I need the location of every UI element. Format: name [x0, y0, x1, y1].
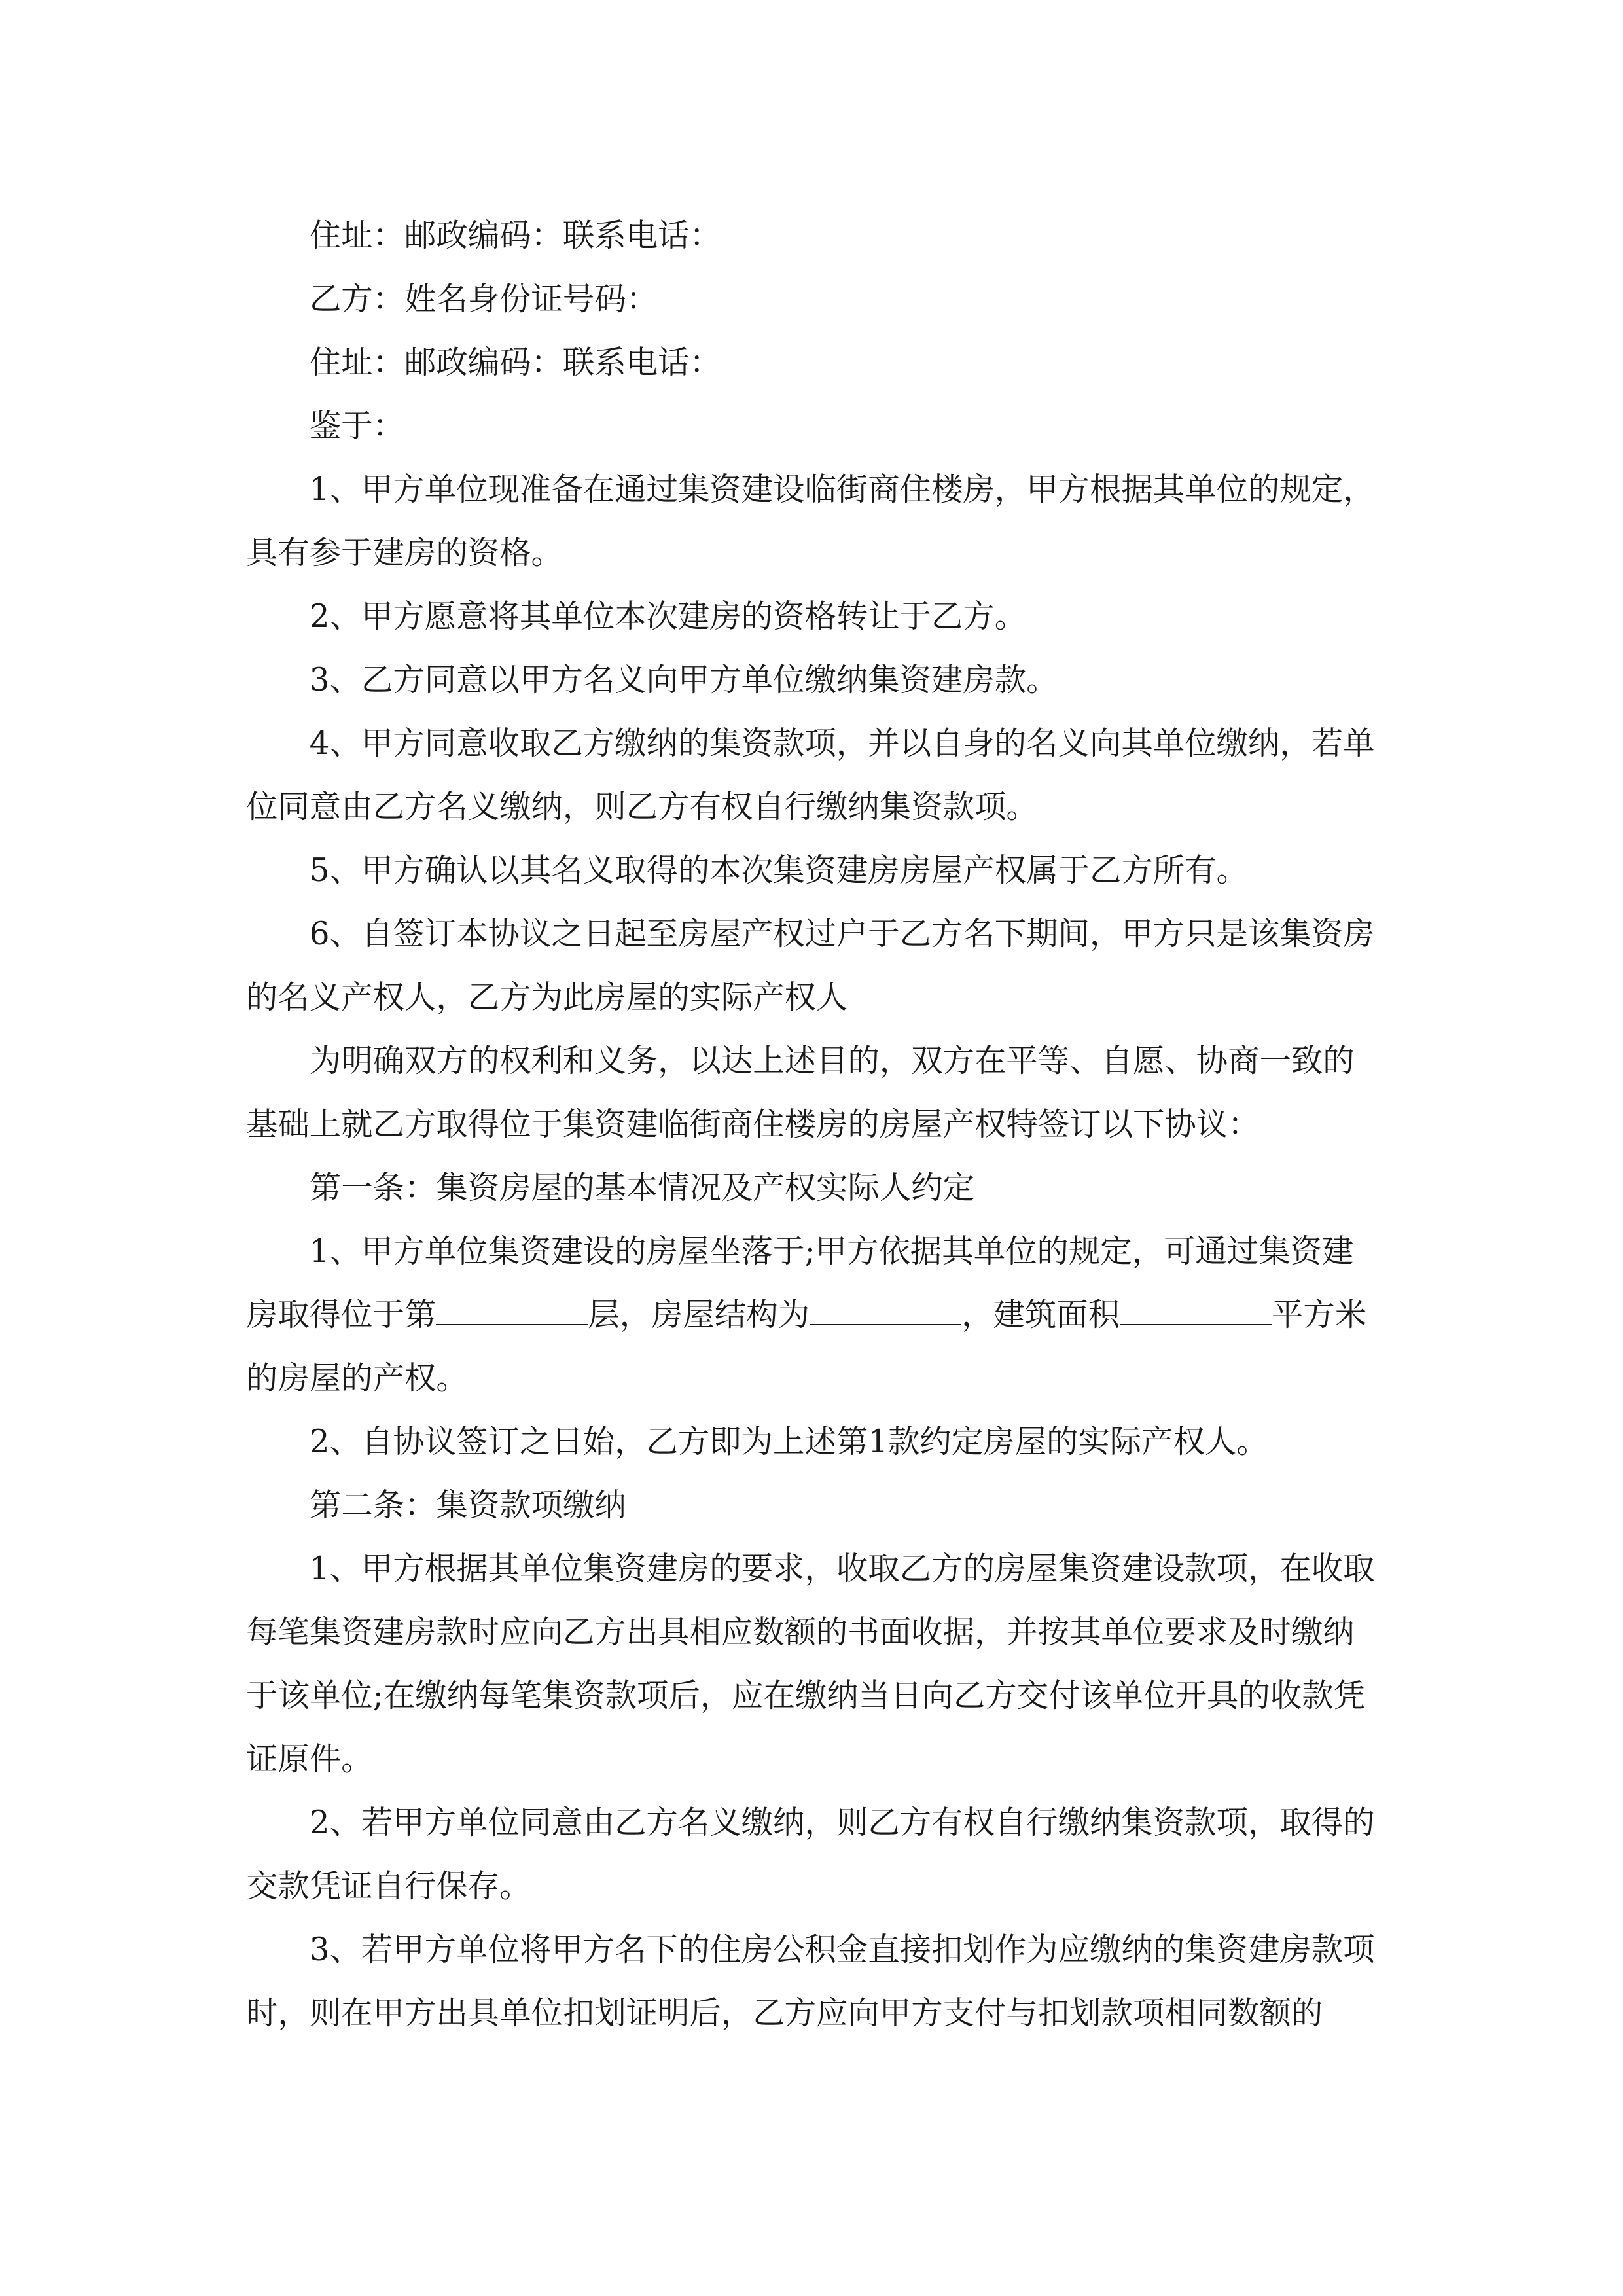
paragraph-whereas-2: 2、甲方愿意将其单位本次建房的资格转让于乙方。: [309, 598, 1027, 635]
paragraph-article-1-clause-1: 1、甲方单位集资建设的房屋坐落于;甲方依据其单位的规定，可通过集资建房取得位于第 层，房屋结构为 ，建筑面积 平方米的房屋的产权。: [246, 1233, 1367, 1397]
paragraph-address-line-2: 住址：邮政编码：联系电话：: [309, 344, 721, 381]
paragraph-purpose: 为明确双方的权利和义务，以达上述目的，双方在平等、自愿、协商一致的基础上就乙方取得位于集资建临街商住楼房的房屋产权特签订以下协议：: [246, 1043, 1355, 1143]
paragraph-party-b-identity: 乙方：姓名身份证号码：: [309, 281, 658, 317]
document-body: [246, 204, 1378, 2045]
paragraph-article-2-clause-3: 3、若甲方单位将甲方名下的住房公积金直接扣划作为应缴纳的集资建房款项时，则在甲方出具单位扣划证明后，乙方应向甲方支付与扣划款项相同数额的: [246, 1931, 1375, 2032]
floor-blank-field: [436, 1297, 588, 1325]
paragraph-whereas-6: 6、自签订本协议之日起至房屋产权过户于乙方名下期间，甲方只是该集资房的名义产权人，乙方为此房屋的实际产权人: [246, 916, 1375, 1016]
paragraph-whereas-3: 3、乙方同意以甲方名义向甲方单位缴纳集资建房款。: [309, 662, 1058, 698]
paragraph-article-2-clause-2: 2、若甲方单位同意由乙方名义缴纳，则乙方有权自行缴纳集资款项，取得的交款凭证自行保存。: [246, 1804, 1375, 1905]
paragraph-whereas-5: 5、甲方确认以其名义取得的本次集资建房房屋产权属于乙方所有。: [309, 852, 1248, 889]
paragraph-article-2-clause-1: 1、甲方根据其单位集资建房的要求，收取乙方的房屋集资建设款项，在收取每笔集资建房款时应向乙方出具相应数额的书面收据，并按其单位要求及时缴纳于该单位;在缴纳每笔集资款项后，应在缴纳当日向乙方交付该单位开具的收款凭证原件。: [246, 1551, 1375, 1778]
structure-blank-field: [810, 1297, 961, 1325]
paragraph-article-1-clause-2: 2、自协议签订之日始，乙方即为上述第1款约定房屋的实际产权人。: [309, 1424, 1268, 1460]
paragraph-whereas-1: 1、甲方单位现准备在通过集资建设临街商住楼房，甲方根据其单位的规定，具有参于建房的资格。: [246, 471, 1375, 571]
paragraph-address-line-1: 住址：邮政编码：联系电话：: [309, 217, 721, 254]
paragraph-whereas-heading: 鉴于：: [309, 408, 404, 444]
area-blank-field: [1120, 1297, 1272, 1325]
paragraph-article-1-heading: 第一条：集资房屋的基本情况及产权实际人约定: [309, 1170, 974, 1206]
paragraph-article-2-heading: 第二条：集资款项缴纳: [309, 1487, 626, 1524]
paragraph-whereas-4: 4、甲方同意收取乙方缴纳的集资款项，并以自身的名义向其单位缴纳，若单位同意由乙方名义缴纳，则乙方有权自行缴纳集资款项。: [246, 725, 1375, 825]
